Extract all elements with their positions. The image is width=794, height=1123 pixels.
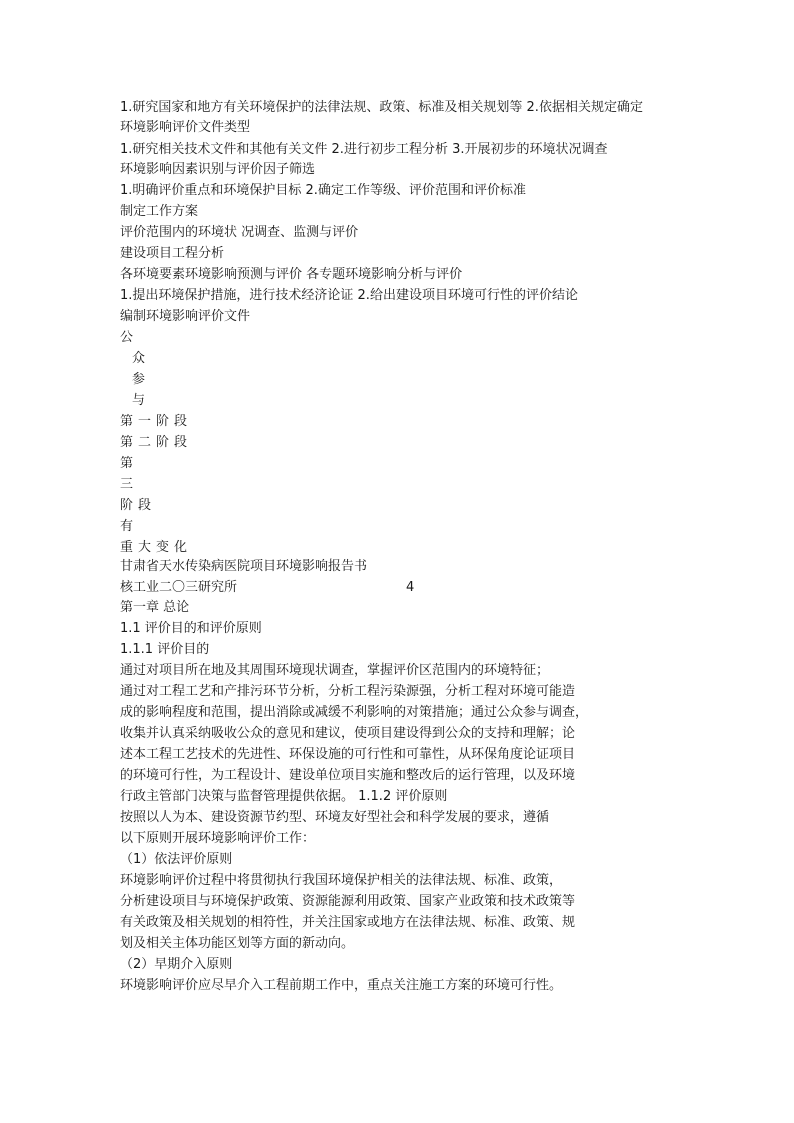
paragraph-line: 通过对项目所在地及其周围环境现状调查，掌握评价区范围内的环境特征； [120, 663, 550, 678]
paragraph-line: 述本工程工艺技术的先进性、环保设施的可行性和可靠性，从环保角度论证项目 [120, 747, 576, 762]
flowchart-line: 各环境要素环境影响预测与评价 各专题环境影响分析与评价 [120, 267, 463, 282]
report-title: 甘肃省天水传染病医院项目环境影响报告书 [120, 559, 368, 574]
flowchart-line: 建设项目工程分析 [120, 246, 225, 261]
flowchart-line: 1.提出环境保护措施，进行技术经济论证 2.给出建设项目环境可行性的评价结论 [120, 288, 578, 303]
paragraph-line: 行政主管部门决策与监督管理提供依据。 1.1.2 评价原则 [120, 789, 448, 804]
flowchart-line: 环境影响评价文件类型 [120, 120, 251, 135]
paragraph-line: 分析建设项目与环境保护政策、资源能源利用政策、国家产业政策和技术政策等 [120, 894, 576, 909]
flowchart-line: 编制环境影响评价文件 [120, 309, 251, 324]
public-participation-label: 与 [132, 393, 146, 408]
paragraph-line: 的环境可行性，为工程设计、建设单位项目实施和整改后的运行管理，以及环境 [120, 768, 576, 783]
paragraph-line: 环境影响评价过程中将贯彻执行我国环境保护相关的法律法规、标准、政策， [120, 873, 563, 888]
paragraph-line: 通过对工程工艺和产排污环节分析，分析工程污染源强，分析工程对环境可能造 [120, 684, 576, 699]
flowchart-line: 评价范围内的环境状 况调查、监测与评价 [120, 225, 359, 240]
public-participation-label: 参 [132, 372, 146, 387]
section-heading: 1.1 评价目的和评价原则 [120, 621, 262, 636]
stage-three-label: 第 [120, 456, 134, 471]
stage-three-label: 阶段 [120, 498, 157, 513]
paragraph-line: 环境影响评价应尽早介入工程前期工作中，重点关注施工方案的环境可行性。 [120, 978, 563, 993]
paragraph-line: 按照以人为本、建设资源节约型、环境友好型社会和科学发展的要求，遵循 [120, 810, 550, 825]
paragraph-line: 成的影响程度和范围，提出消除或减缓不利影响的对策措施；通过公众参与调查， [120, 705, 589, 720]
major-change-label: 有 [120, 519, 134, 534]
public-participation-label: 众 [132, 351, 146, 366]
paragraph-line: 划及相关主体功能区划等方面的新动向。 [120, 936, 355, 951]
flowchart-line: 1.研究国家和地方有关环境保护的法律法规、政策、标准及相关规划等 2.依据相关规定确定 [120, 100, 643, 115]
flowchart-line: 1.研究相关技术文件和其他有关文件 2.进行初步工程分析 3.开展初步的环境状况调查 [120, 142, 608, 157]
paragraph-line: 有关政策及相关规划的相符性，并关注国家或地方在法律法规、标准、政策、规 [120, 915, 576, 930]
stage-two-label: 第二阶段 [120, 435, 193, 450]
paragraph-line: 收集并认真采纳吸收公众的意见和建议，使项目建设得到公众的支持和理解；论 [120, 726, 576, 741]
stage-one-label: 第一阶段 [120, 414, 193, 429]
public-participation-label: 公 [120, 330, 134, 345]
stage-three-label: 三 [120, 477, 134, 492]
principle-heading: （1）依法评价原则 [120, 852, 233, 867]
major-change-label: 重大变化 [120, 540, 193, 555]
subsection-heading: 1.1.1 评价目的 [120, 642, 210, 657]
principle-heading: （2）早期介入原则 [120, 957, 233, 972]
flowchart-line: 1.明确评价重点和环境保护目标 2.确定工作等级、评价范围和评价标准 [120, 183, 526, 198]
institute-name: 核工业二〇三研究所 [120, 580, 238, 595]
chapter-title: 第一章 总论 [120, 600, 190, 615]
page-number: 4 [406, 580, 415, 595]
flowchart-line: 环境影响因素识别与评价因子筛选 [120, 162, 316, 177]
paragraph-line: 以下原则开展环境影响评价工作： [120, 831, 316, 846]
flowchart-line: 制定工作方案 [120, 204, 199, 219]
